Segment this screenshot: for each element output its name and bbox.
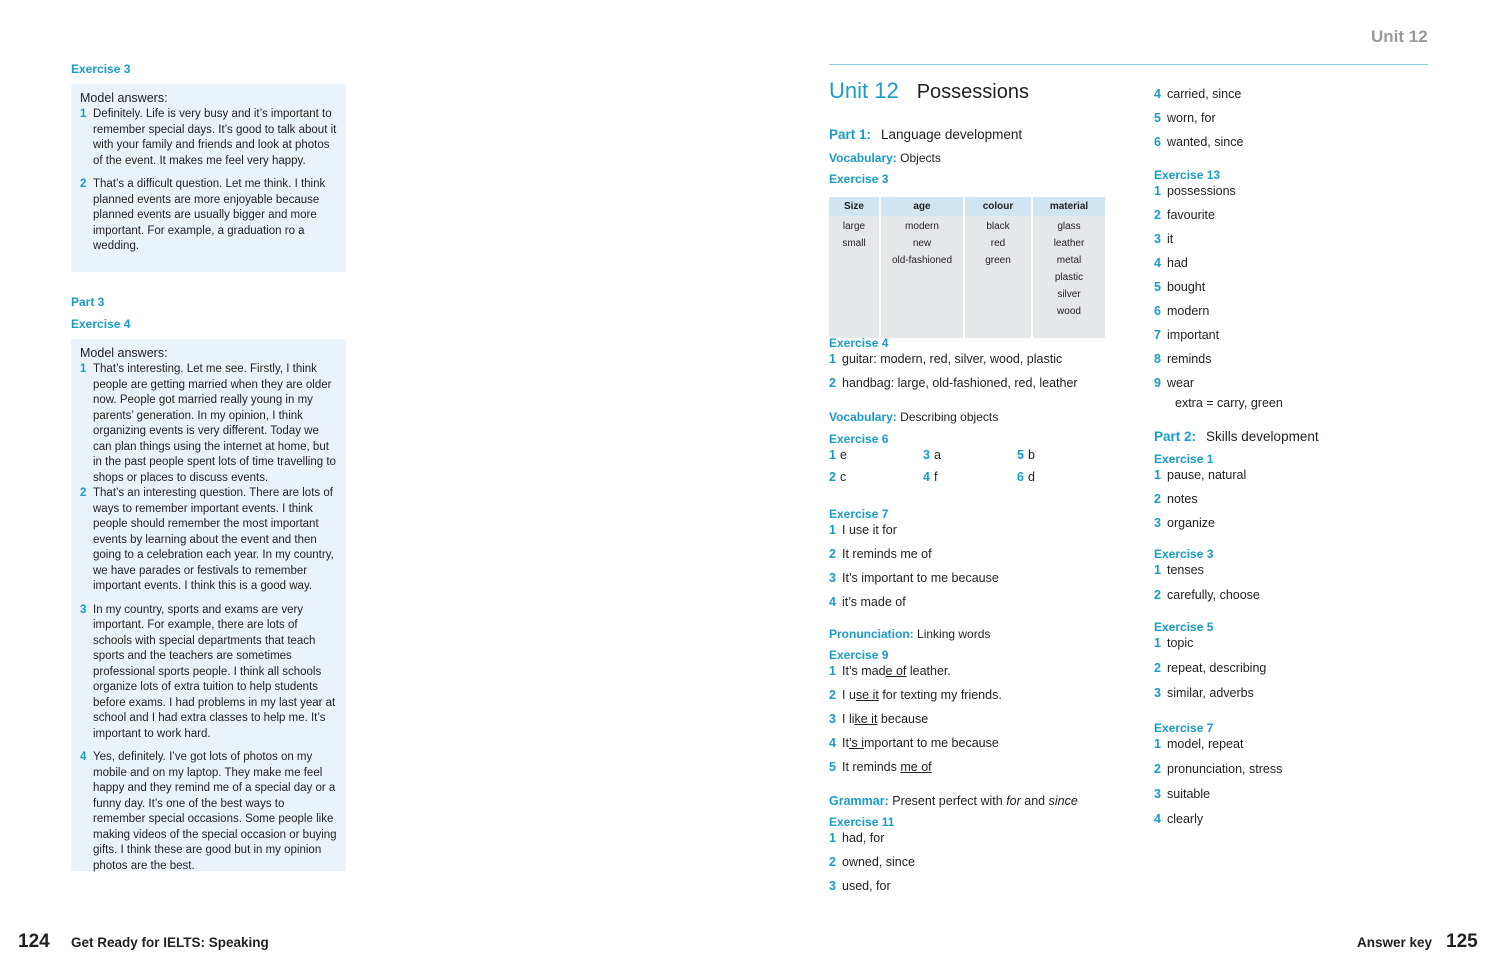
answer-text	[842, 735, 999, 759]
answer-number: 3	[1154, 686, 1161, 700]
item-number: 3	[80, 603, 87, 616]
answer-text: clearly	[1167, 812, 1204, 826]
answer-text: notes	[1167, 492, 1198, 506]
answer-line	[1154, 207, 1434, 231]
answer-line	[829, 546, 1129, 570]
answer-line	[1154, 587, 1434, 611]
exercise-6-grid	[829, 448, 1111, 484]
answer-text	[842, 663, 951, 687]
vocabulary-table	[827, 197, 1107, 338]
skills-exercise-1-answers	[1154, 452, 1434, 539]
model-answers-box-ex3	[71, 84, 346, 272]
answer-line	[1154, 736, 1434, 761]
answer-text: suitable	[1167, 787, 1211, 801]
table-cell	[1033, 216, 1105, 338]
answer-line	[1154, 515, 1434, 539]
item-number: 1	[80, 363, 87, 375]
answer-line	[829, 735, 1129, 759]
linked-sound: ke it	[854, 712, 878, 726]
answer-text	[842, 759, 932, 783]
italic-word: since	[1048, 794, 1078, 808]
answer-number: 8	[1154, 352, 1161, 366]
cell-value: green	[985, 255, 1011, 266]
answer-line	[829, 522, 1129, 546]
answer-line	[1154, 635, 1434, 660]
page-number-left: 124	[18, 931, 50, 952]
answer-text: guitar: modern, red, silver, wood, plastic	[842, 352, 1063, 366]
answer-number: 2	[1154, 661, 1161, 675]
answer-number: 1	[1154, 468, 1161, 482]
answer-number: 2	[829, 470, 836, 484]
answer-line	[829, 594, 1129, 618]
answer-number: 2	[829, 688, 836, 702]
section-title: Describing objects	[900, 410, 999, 424]
text-part: It’s mad	[842, 664, 886, 678]
answer-number: 2	[829, 376, 836, 390]
answer-number: 1	[829, 523, 836, 537]
answer-text: model, repeat	[1167, 737, 1244, 751]
exercise-heading: Exercise 11	[829, 815, 895, 829]
linked-sound: me of	[900, 760, 932, 774]
answer-number: 2	[1154, 762, 1161, 776]
answer-line	[1154, 110, 1434, 134]
cell-value: metal	[1056, 255, 1082, 266]
answer-text: possessions	[1167, 184, 1236, 198]
answer-line	[829, 878, 1129, 902]
answer-line	[1154, 660, 1434, 685]
cell-value: modern	[905, 221, 939, 232]
answer-text: worn, for	[1167, 111, 1216, 125]
answer-line	[1154, 279, 1434, 303]
answer-number: 3	[829, 879, 836, 893]
answer-line	[1154, 255, 1434, 279]
text-part: It	[842, 736, 849, 750]
answer-line	[829, 663, 1129, 687]
answer-text: e	[839, 448, 847, 462]
answer-text: c	[839, 470, 847, 484]
answer-line	[829, 711, 1129, 735]
answer-line	[829, 351, 1129, 375]
exercise-heading: Exercise 3	[1154, 547, 1214, 561]
linked-sound: e of	[885, 664, 907, 678]
answer-text: wanted, since	[1167, 135, 1244, 149]
table-cell	[829, 216, 879, 338]
cell-value: new	[912, 238, 932, 249]
exercise-4-heading: Exercise 4	[71, 317, 131, 331]
answer-number: 3	[1154, 232, 1161, 246]
part-1-heading	[829, 127, 1022, 142]
answer-number: 3	[1154, 516, 1161, 530]
answer-number: 2	[1154, 492, 1161, 506]
answer-number: 3	[923, 448, 930, 462]
text-part: and	[1020, 794, 1049, 808]
answer-line	[829, 375, 1129, 399]
model-answers-box-ex4	[71, 339, 346, 871]
text-part: Present perfect with	[892, 794, 1007, 808]
text-part: for texting my friends.	[878, 688, 1002, 702]
text-part: It reminds	[842, 760, 901, 774]
answer-text: It’s important to me because	[842, 571, 999, 585]
part-title: Skills development	[1206, 429, 1319, 444]
answer-line	[1154, 491, 1434, 515]
list-item	[80, 486, 337, 595]
part-2-heading	[1154, 429, 1319, 444]
answer-text: b	[1027, 448, 1035, 462]
exercise-13-answers	[1154, 168, 1434, 410]
cell-value: small	[842, 238, 866, 249]
answer-number: 2	[829, 547, 836, 561]
text-part: leather.	[906, 664, 951, 678]
list-item	[80, 603, 337, 743]
answer-number: 6	[1017, 470, 1024, 484]
exercise-3-heading: Exercise 3	[71, 62, 131, 76]
answer-text: reminds	[1167, 352, 1212, 366]
answer-line	[1154, 685, 1434, 709]
answer-text: tenses	[1167, 563, 1204, 577]
exercise-heading: Exercise 5	[1154, 620, 1214, 634]
answer-number: 2	[1154, 208, 1161, 222]
answer-number: 4	[829, 595, 836, 609]
item-text: Definitely. Life is very busy and it’s important to remember special days. It’s good to talk about it with your family and friends and look at photos of the event. It makes me feel very happy.	[93, 108, 337, 167]
answer-number: 1	[1154, 184, 1161, 198]
item-number: 2	[80, 487, 87, 499]
answer-line	[829, 830, 1129, 854]
answer-number: 3	[829, 571, 836, 585]
exercise-4-answers	[829, 336, 1129, 399]
list-item	[80, 177, 337, 255]
table-header: colour	[965, 197, 1031, 216]
answer-number: 4	[923, 470, 930, 484]
part-label: Part 2:	[1154, 429, 1197, 444]
item-text: That’s an interesting question. There are lots of ways to remember important events. I think people should remember the most important events by learning about the event and then going to a celebration each year. In my country, we have parades or festivals to remember important events. I think this is a good way.	[93, 487, 334, 592]
answer-text	[842, 711, 928, 735]
answer-line	[1154, 761, 1434, 786]
answer-line	[829, 687, 1129, 711]
answer-number: 4	[1154, 87, 1161, 101]
item-number: 2	[80, 178, 87, 190]
answer-text: d	[1027, 470, 1035, 484]
answer-text: wear	[1167, 376, 1195, 390]
answer-text: modern	[1167, 304, 1210, 318]
answer-key-label: Answer key	[1357, 935, 1433, 950]
model-answers-label: Model answers:	[80, 346, 168, 360]
answer-line	[1154, 303, 1434, 327]
page-number-right: 125	[1446, 931, 1478, 952]
unit-heading	[829, 78, 1129, 104]
answer-text: important	[1167, 328, 1220, 342]
answer-number: 2	[829, 855, 836, 869]
cell-value: red	[990, 238, 1006, 249]
item-text: Yes, definitely. I’ve got lots of photos on my mobile and on my laptop. They make me feel happy and they remind me of a special day or a funny day. It’s one of the best ways to remember special occasions. Some people like making videos of the special occasion or buying gifts. I think these are good but in my opinion photos are the best.	[93, 751, 337, 872]
cell-value: glass	[1057, 221, 1081, 232]
answer-text: bought	[1167, 280, 1206, 294]
answer-text: pause, natural	[1167, 468, 1247, 482]
answer-text: It reminds me of	[842, 547, 932, 561]
table-header: Size	[829, 197, 879, 216]
list-item	[80, 362, 337, 486]
answer-line	[1154, 327, 1434, 351]
cell-value: leather	[1053, 238, 1085, 249]
answer-number: 3	[829, 712, 836, 726]
answer-number: 7	[1154, 328, 1161, 342]
item-text: That’s a difficult question. Let me think. I think planned events are more enjoyable because planned events are usually bigger and more important. For example, a graduation ro a wedding.	[93, 178, 326, 252]
answer-line	[1154, 467, 1434, 491]
answer-number: 1	[1154, 737, 1161, 751]
answer-number: 5	[1154, 111, 1161, 125]
answer-text: carried, since	[1167, 87, 1242, 101]
answer-number: 2	[1154, 588, 1161, 602]
answer-number: 1	[829, 448, 836, 462]
answer-line	[1154, 183, 1434, 207]
text-part: I li	[842, 712, 855, 726]
cell-value: plastic	[1054, 272, 1084, 283]
grid-answer	[829, 448, 923, 462]
answer-number: 4	[829, 736, 836, 750]
model-answers-label: Model answers:	[80, 91, 168, 105]
answer-line	[829, 854, 1129, 878]
exercise-heading: Exercise 7	[829, 507, 889, 521]
answer-number: 6	[1154, 135, 1161, 149]
section-title: Objects	[900, 151, 941, 165]
answer-number: 3	[1154, 787, 1161, 801]
answer-text: organize	[1167, 516, 1215, 530]
vocabulary-describing-heading	[829, 410, 998, 424]
grid-answer	[1017, 448, 1111, 462]
answer-line	[1154, 786, 1434, 811]
cell-value: wood	[1057, 306, 1081, 317]
answer-line	[1154, 351, 1434, 375]
grammar-heading	[829, 794, 1078, 808]
running-head: Unit 12	[1371, 27, 1428, 46]
answer-text: f	[933, 470, 938, 484]
table-cell	[965, 216, 1031, 338]
extra-words: extra = carry, green	[1175, 396, 1283, 410]
item-text: In my country, sports and exams are very important. For example, there are lots of schools with special departments that teach sports and the teachers are sometimes professional sports people. I think all schools organize lots of extra tuition to help students before exams. I had problems in my last year at school and I had extra classes to help me. It’s important to work hard.	[93, 603, 336, 740]
answer-text: favourite	[1167, 208, 1215, 222]
answer-text: a	[933, 448, 941, 462]
answer-text: it’s made of	[842, 595, 906, 609]
unit-title: Possessions	[916, 81, 1029, 103]
answer-text: had	[1167, 256, 1188, 270]
skills-exercise-7-answers	[1154, 721, 1434, 835]
grid-answer	[923, 448, 1017, 462]
linked-sound: se it	[855, 688, 879, 702]
exercise-7-answers	[829, 507, 1129, 618]
answer-number: 4	[1154, 812, 1161, 826]
answer-line	[1154, 375, 1434, 396]
exercise-6-heading: Exercise 6	[829, 432, 889, 446]
grid-answer	[923, 470, 1017, 484]
list-item	[80, 107, 337, 169]
cell-value: silver	[1057, 289, 1081, 300]
table-cell	[881, 216, 963, 338]
table-header: age	[881, 197, 963, 216]
answer-line	[1154, 231, 1434, 255]
item-number: 1	[80, 108, 87, 120]
answer-text: topic	[1167, 636, 1194, 650]
section-title: Linking words	[917, 627, 991, 641]
pronunciation-heading	[829, 627, 990, 641]
vocabulary-objects-heading	[829, 151, 941, 165]
answer-number: 1	[829, 831, 836, 845]
italic-word: for	[1006, 794, 1021, 808]
answer-number: 4	[1154, 256, 1161, 270]
part-3-heading: Part 3	[71, 295, 105, 309]
text-part: mportant to me because	[864, 736, 999, 750]
item-text: That’s interesting. Let me see. Firstly, I think people are getting married when they are older now. People got married really young in my parents’ generation. In my opinion, I think organizing events is very different. Today we can plan things using the internet at home, but in the past people spent lots of time travelling to shops or places to discuss events.	[93, 363, 336, 484]
answer-line	[1154, 811, 1434, 835]
answer-number: 9	[1154, 376, 1161, 390]
cell-value: large	[842, 221, 866, 232]
answer-text: carefully, choose	[1167, 588, 1260, 602]
exercise-9-answers	[829, 648, 1129, 783]
cell-value: old-fashioned	[891, 255, 953, 266]
answer-text: I use it for	[842, 523, 897, 537]
answer-text: handbag: large, old-fashioned, red, leather	[842, 376, 1078, 390]
answer-text: had, for	[842, 831, 885, 845]
answer-text: pronunciation, stress	[1167, 762, 1283, 776]
skills-exercise-5-answers	[1154, 620, 1434, 709]
list-item	[80, 750, 337, 874]
exercise-heading: Exercise 1	[1154, 452, 1214, 466]
section-label: Grammar:	[829, 794, 889, 808]
section-label: Vocabulary:	[829, 410, 897, 424]
book-title: Get Ready for IELTS: Speaking	[71, 935, 269, 950]
grid-answer	[1017, 470, 1111, 484]
part-label: Part 1:	[829, 127, 872, 142]
answer-line	[829, 759, 1129, 783]
exercise-11-answers-part2	[1154, 86, 1434, 158]
answer-number: 1	[829, 352, 836, 366]
table-header: material	[1033, 197, 1105, 216]
answer-text	[842, 687, 1002, 711]
grid-answer	[829, 470, 923, 484]
exercise-heading: Exercise 13	[1154, 168, 1221, 182]
answer-line	[1154, 134, 1434, 158]
exercise-heading: Exercise 9	[829, 648, 889, 662]
answer-number: 5	[1154, 280, 1161, 294]
answer-text: similar, adverbs	[1167, 686, 1254, 700]
skills-exercise-3-answers	[1154, 547, 1434, 611]
cell-value: black	[986, 221, 1010, 232]
header-rule	[829, 64, 1428, 65]
answer-number: 1	[1154, 636, 1161, 650]
answer-text: owned, since	[842, 855, 915, 869]
answer-text: used, for	[842, 879, 891, 893]
exercise-heading: Exercise 7	[1154, 721, 1214, 735]
answer-line	[1154, 562, 1434, 587]
section-label: Vocabulary:	[829, 151, 897, 165]
exercise-heading: Exercise 4	[829, 336, 889, 350]
answer-line	[829, 570, 1129, 594]
answer-text: it	[1167, 232, 1174, 246]
text-part: because	[877, 712, 929, 726]
answer-number: 5	[1017, 448, 1024, 462]
linked-sound: ’s i	[848, 736, 865, 750]
answer-number: 1	[829, 664, 836, 678]
section-label: Pronunciation:	[829, 627, 914, 641]
answer-number: 5	[829, 760, 836, 774]
unit-number: Unit 12	[829, 78, 899, 103]
text-part: I u	[842, 688, 856, 702]
exercise-3-heading-right: Exercise 3	[829, 172, 889, 186]
answer-number: 1	[1154, 563, 1161, 577]
exercise-11-answers-part1	[829, 815, 1129, 902]
answer-text: repeat, describing	[1167, 661, 1267, 675]
answer-number: 6	[1154, 304, 1161, 318]
part-title: Language development	[881, 127, 1023, 142]
item-number: 4	[80, 751, 87, 763]
answer-line	[1154, 86, 1434, 110]
